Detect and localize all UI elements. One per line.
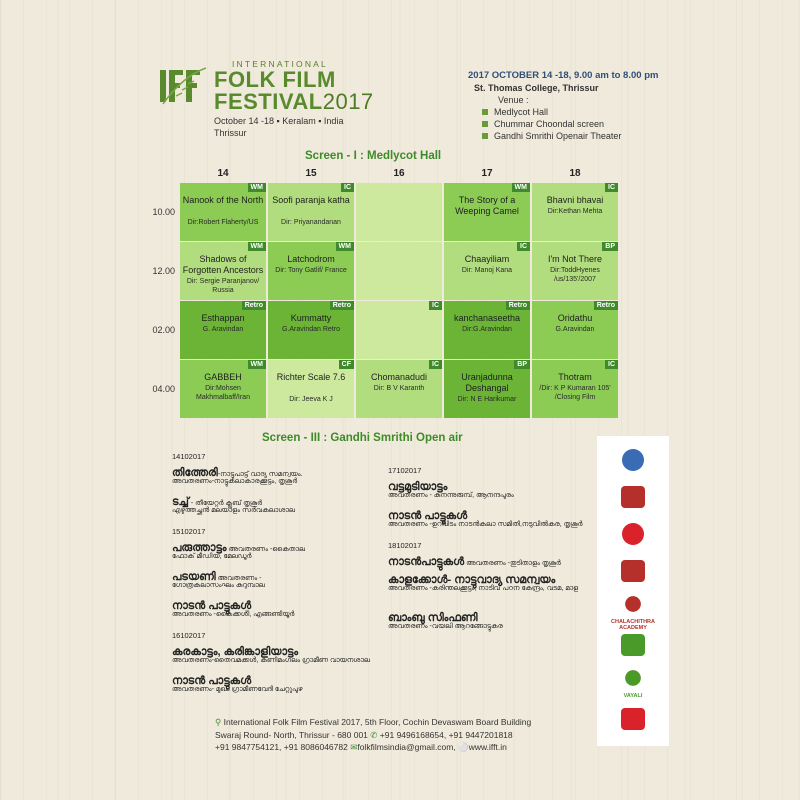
schedule-cell: [444, 301, 530, 359]
programme-performer: ഫോക് മീഡിയ, മേലഡൂർ: [172, 553, 252, 560]
festival-dates: October 14 -18 ▪ Keralam ▪ India: [214, 116, 344, 126]
schedule-cell: [180, 183, 266, 241]
footer-website[interactable]: www.ifft.in: [468, 742, 507, 752]
sponsor-strip: [597, 436, 669, 746]
category-badge: IC: [605, 183, 618, 192]
category-badge: BP: [514, 360, 530, 369]
category-badge: IC: [517, 242, 530, 251]
programme-performer: ഗോത്രകലാസംഘം കുറുമ്പാല: [172, 582, 265, 589]
category-badge: Retro: [594, 301, 618, 310]
programme-note: അവതരണം -കൈതാല: [226, 546, 306, 553]
programme-note: അവതരണം -തുടിതാളം തൃശൂർ: [464, 560, 561, 567]
film-director: Dir: N E Harikumar: [457, 396, 517, 403]
category-badge: IC: [605, 360, 618, 369]
festival-city: Thrissur: [214, 128, 247, 138]
programme-performer: അവതരണം- മുഖം ഗ്രാമീണവേദി ചേറ്റുപുഴ: [172, 686, 303, 693]
film-title: Chomanadudi: [370, 372, 428, 382]
film-director: /Dir: K P Kumaran 105' /Closing Film: [539, 385, 611, 401]
day-header: 14: [217, 168, 229, 179]
programme-title: തിത്തേരി: [172, 467, 218, 479]
globe-icon: ⚪: [458, 742, 469, 752]
film-title: Uranjadunna Deshangal: [461, 372, 513, 393]
category-badge: Retro: [506, 301, 530, 310]
film-title: GABBEH: [204, 372, 242, 382]
mail-icon: ✉: [350, 742, 358, 752]
day-header: 16: [393, 168, 405, 179]
footer-address-line1: International Folk Film Festival 2017, 5th Floor, Cochin Devaswam Board Building: [223, 717, 532, 727]
category-badge: Retro: [242, 301, 266, 310]
programme-title: ടച്ച്: [172, 496, 189, 508]
day-header: 15: [305, 168, 317, 179]
programme-title: നാടൻ പാട്ടുകൾ: [172, 600, 252, 612]
day-header: 17: [481, 168, 493, 179]
programme-title: നാടൻ പാട്ടുകൾ: [172, 675, 252, 687]
event-when: 2017 OCTOBER 14 -18, 9.00 am to 8.00 pm: [468, 70, 659, 81]
programme-title: പരുത്താട്ടം: [172, 542, 227, 554]
schedule-cell: [532, 301, 618, 359]
programme-performer: അവതരണം -കൈക്കൾി, എങ്ങണ്ടിയൂർ: [172, 611, 295, 618]
schedule-cell: [356, 242, 442, 300]
category-badge: WM: [336, 242, 354, 251]
programme-title: വട്ടമുടിയാട്ടം: [388, 481, 448, 493]
ifft-logo-icon: [158, 66, 208, 106]
chalachithra-academy-icon: [597, 594, 669, 631]
venue-item: Chummar Choondal screen: [468, 118, 758, 130]
time-label: 02.00: [152, 325, 175, 335]
sponsor-shield-icon: [597, 557, 669, 590]
category-badge: Retro: [330, 301, 354, 310]
category-badge: WM: [512, 183, 530, 192]
film-title: Chaayiliam: [464, 254, 510, 264]
sponsor-red-circle-icon: [597, 520, 669, 553]
schedule-cell: [356, 360, 442, 418]
schedule-cell: [444, 360, 530, 418]
film-director: Dir:Mohsen Makhmalbaff/Iran: [196, 385, 250, 401]
film-title: Esthappan: [201, 313, 245, 323]
programme-note: -നാട്ടുപാട്ട് വാദ്യ സമന്വയം.: [217, 471, 303, 478]
festival-title-line2: [214, 89, 374, 115]
programme-performer: എഴുത്തച്ഛൻ മലയാളം സർവകലാശാല: [172, 507, 295, 514]
schedule-cell: [268, 360, 354, 418]
film-director: G.Aravindan Retro: [282, 326, 340, 333]
footer-email[interactable]: folkfilmsindia@gmail.com,: [357, 742, 456, 752]
schedule-cell: [444, 183, 530, 241]
screen3-title: Screen - III : Gandhi Smrithi Open air: [262, 432, 463, 444]
programme-date: 18102017: [388, 541, 422, 550]
programme-performer: അവതരണം -ഉറവിടം നാടൻകലാ സമിതി,നടുവിൽകര, തൃശൂർ: [388, 521, 583, 528]
programme-performer: അവതരണം -വയലി ആറങ്ങോട്ടുകര: [388, 623, 503, 630]
film-director: G.Aravindan: [555, 326, 595, 333]
footer-address-line2: Swaraj Round- North, Thrissur - 680 001: [215, 729, 368, 740]
footer-phone-2: +91 9847754121, +91 8086046782: [215, 742, 348, 752]
programme-title: നാടൻപാട്ടുകൾ: [388, 556, 465, 568]
schedule-cell: [180, 242, 266, 300]
vayali-icon: [597, 668, 669, 699]
programme-note: - തീയേറ്റർ ക്ലബ് തൃശൂർ: [188, 500, 263, 507]
programme-performer: അവതരണം-നാട്ടുകലാകാരക്കൂട്ടം, തൃശൂർ: [172, 478, 298, 485]
event-info: [468, 70, 758, 142]
festival-title-line1: FOLK FILM: [214, 67, 336, 92]
programme-title: പടയണി: [172, 571, 216, 583]
schedule-cell: [356, 301, 442, 359]
time-label: 04.00: [152, 384, 175, 394]
film-title: Bhavni bhavai: [546, 195, 604, 205]
programme-title: നാടൻ പാട്ടുകൾ: [388, 510, 468, 522]
time-label: 10.00: [152, 207, 175, 217]
schedule-cell: [268, 301, 354, 359]
programme-note: അവതരണം -: [215, 575, 262, 582]
category-badge: IC: [429, 301, 442, 310]
film-title: Kummatty: [290, 313, 332, 323]
film-title: Thotram: [558, 372, 592, 382]
film-title: Soofi paranja katha: [272, 195, 350, 205]
sponsor-label: CHALACHITHRA ACADEMY: [611, 619, 655, 631]
film-director: Dir: Sergie Paranjanov/ Russia: [186, 278, 260, 294]
film-title: kanchanaseetha: [453, 313, 521, 323]
category-badge: WM: [248, 183, 266, 192]
film-title: Richter Scale 7.6: [276, 372, 346, 382]
category-badge: BP: [602, 242, 618, 251]
schedule-cell: [180, 301, 266, 359]
festival-year: 2017: [322, 89, 374, 114]
film-director: Dir: Tony Gatlif/ France: [275, 267, 347, 274]
film-director: Dir: Manoj Kana: [461, 267, 513, 274]
folk-art-icon: [597, 631, 669, 664]
schedule-cell: [444, 242, 530, 300]
film-title: Oridathu: [557, 313, 593, 323]
programme-date: 14102017: [172, 452, 206, 461]
film-director: Dir:G.Aravindan: [462, 326, 512, 333]
film-title: The Story of a Weeping Camel: [455, 195, 519, 216]
footer-contact: [215, 716, 615, 754]
screen1-title: Screen - I : Medlycot Hall: [305, 150, 442, 162]
phone-icon: ✆: [370, 729, 378, 740]
programme-title: കാളക്കോൾ- നാട്ടുവാദ്യ സമന്വയം: [388, 574, 556, 586]
programme-item: [388, 552, 561, 570]
schedule-cell: [356, 183, 442, 241]
programme-performer: അവതരണം - കുനന്നുരുമ്പ്, ആനന്ദപുരം: [388, 492, 514, 499]
film-title: Shadows of Forgotten Ancestors: [182, 254, 264, 275]
film-title: Latchodrom: [287, 254, 335, 264]
film-director: Dir: B V Karanth: [373, 385, 425, 392]
programme-title: ബാംബു സിംഫണി: [388, 612, 478, 624]
category-badge: WM: [248, 242, 266, 251]
category-badge: WM: [248, 360, 266, 369]
film-director: G. Aravindan: [202, 326, 244, 333]
programme-date: 15102017: [172, 527, 206, 536]
film-title: Nanook of the North: [182, 195, 264, 205]
sponsor-label: VAYALI: [623, 693, 643, 699]
schedule-cell: [268, 183, 354, 241]
film-director: Dir: Jeeva K J: [289, 396, 333, 403]
sponsor-seal-icon: [597, 483, 669, 516]
schedule-cell: [180, 360, 266, 418]
category-badge: IC: [341, 183, 354, 192]
film-director: Dir:Kethan Mehta: [547, 208, 603, 215]
location-pin-icon: ⚲: [215, 717, 222, 727]
programme-performer: അവതരണം-തൈവമക്കൾ, കണിമംഗലം ഗ്രാമീണ വായനശാല: [172, 657, 370, 664]
venue-item: Gandhi Smrithi Openair Theater: [468, 130, 758, 142]
time-label: 12.00: [152, 266, 175, 276]
schedule-cell: [532, 242, 618, 300]
film-director: Dir:ToddHyenes /us/135'/2007: [550, 267, 600, 283]
festival-intl-label: INTERNATIONAL: [232, 59, 328, 69]
festival-title-word: FESTIVAL: [214, 89, 323, 114]
programme-date: 17102017: [388, 466, 422, 475]
programme-performer: അവതരണം -കരിന്തലക്കൂട്ടം, നാടിവ് പഠന കേന്ദ്രം, വടമ, മാള: [388, 585, 579, 592]
venue-label: Venue :: [498, 95, 529, 105]
day-header: 18: [569, 168, 581, 179]
film-director: Dir:Robert Flaherty/US: [187, 219, 259, 226]
schedule-cell: [532, 360, 618, 418]
category-badge: CF: [339, 360, 354, 369]
schedule-cell: [268, 242, 354, 300]
programme-date: 16102017: [172, 631, 206, 640]
footer-phone-1: +91 9496168654, +91 9447201818: [379, 729, 513, 740]
film-director: Dir: Priyanandanan: [281, 219, 341, 226]
film-title: I'm Not There: [547, 254, 603, 264]
schedule-cell: [532, 183, 618, 241]
category-badge: IC: [429, 360, 442, 369]
venue-item: Medlycot Hall: [468, 106, 758, 118]
programme-title: കരകാട്ടം, കരിങ്കാളിയാട്ടം: [172, 646, 299, 658]
event-college: St. Thomas College, Thrissur: [474, 83, 599, 93]
sponsor-ifft-icon: [597, 446, 669, 479]
